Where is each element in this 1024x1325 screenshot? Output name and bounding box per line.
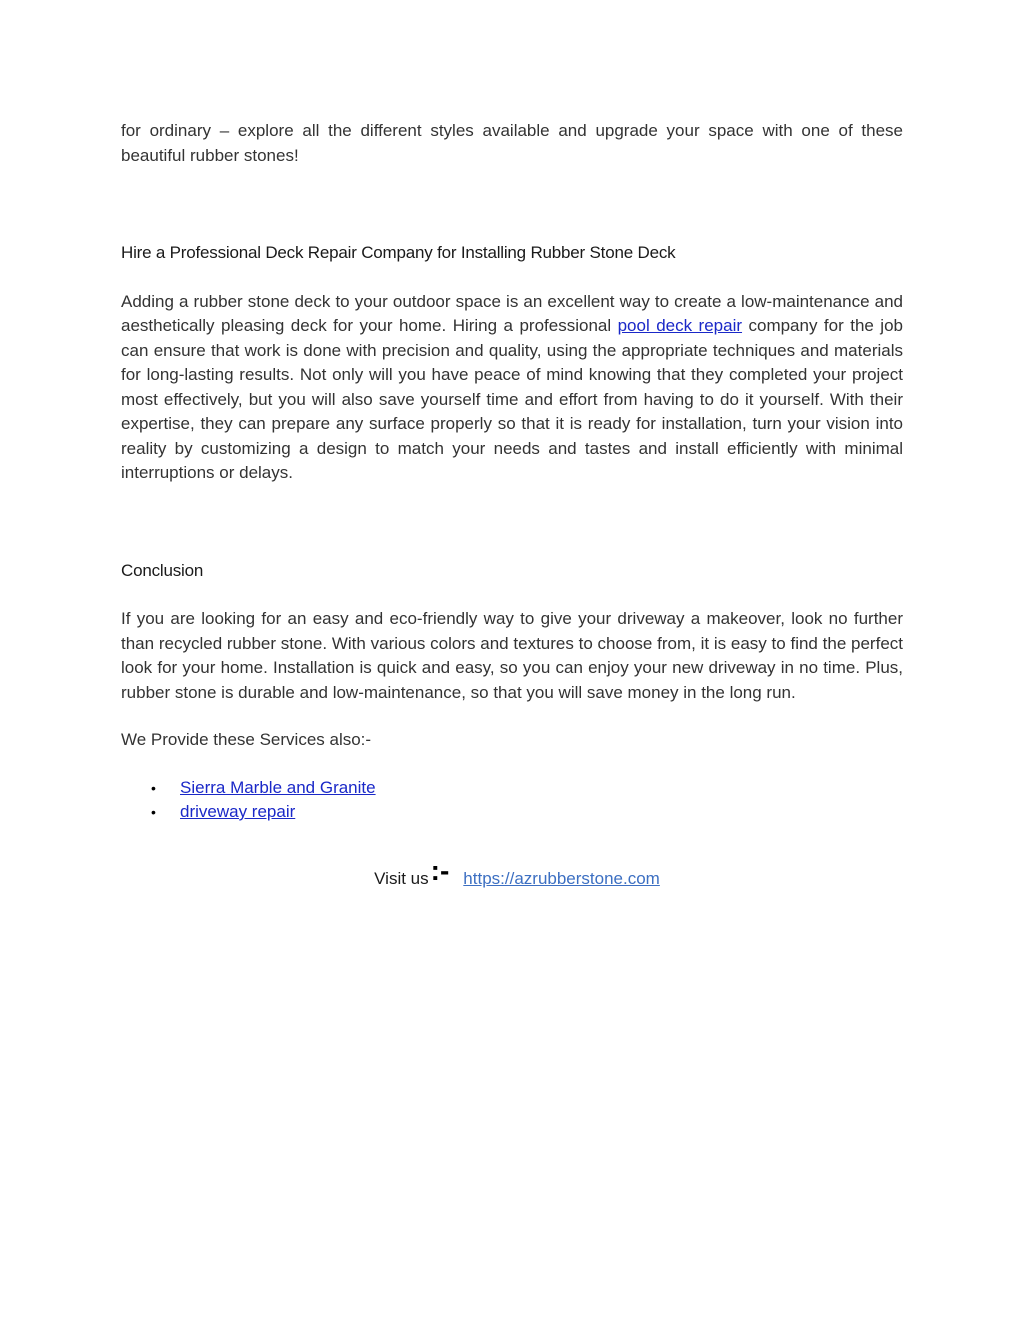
visit-label: Visit us <box>374 868 429 888</box>
section-heading-deck-repair: Hire a Professional Deck Repair Company for Installing Rubber Stone Deck <box>121 243 676 262</box>
services-list <box>121 776 903 825</box>
bullet-icon: • <box>151 804 156 820</box>
document-page <box>121 119 903 891</box>
deck-repair-paragraph <box>121 290 903 486</box>
deck-repair-text-start: Adding a rubber stone deck to your outdoor space is an excellent way to create a low-maintenance and aesthetically pleasing deck for your home. Hiring a professional <box>121 291 903 335</box>
services-intro: We Provide these Services also:- <box>121 730 372 749</box>
intro-paragraph: for ordinary – explore all the different styles available and upgrade your space with one of these beautiful rubber stones! <box>121 121 903 165</box>
list-item <box>151 800 903 825</box>
deck-repair-text-end: company for the job can ensure that work is done with precision and quality, using the appropriate techniques and materials for long-lasting results. Not only will you have peace of mind knowing that they completed your project most effectively, but you will also save yourself time and effort from having to do it yourself. With their expertise, they can prepare any surface properly so that it is ready for installation, turn your vision into reality by customizing a design to match your needs and tastes and install efficiently with minimal interruptions or delays. <box>121 316 903 482</box>
visit-separator: :- <box>430 854 450 886</box>
website-link[interactable]: https://azrubberstone.com <box>463 868 660 888</box>
service-link-sierra-marble[interactable]: Sierra Marble and Granite <box>180 777 376 797</box>
bullet-icon: • <box>151 779 156 796</box>
service-link-driveway-repair[interactable]: driveway repair <box>180 802 296 821</box>
conclusion-paragraph: If you are looking for an easy and eco-friendly way to give your driveway a makeover, look no further than recycled rubber stone. With various colors and textures to choose from, it is easy to find the perfect look for your home. Installation is quick and easy, so you can enjoy your new driveway in no time. Plus, rubber stone is durable and low-maintenance, so that you will save money in the long run. <box>121 609 903 702</box>
visit-line <box>121 854 903 892</box>
pool-deck-repair-link[interactable]: pool deck repair <box>617 316 743 335</box>
list-item <box>151 776 903 801</box>
section-heading-conclusion: Conclusion <box>121 560 204 580</box>
